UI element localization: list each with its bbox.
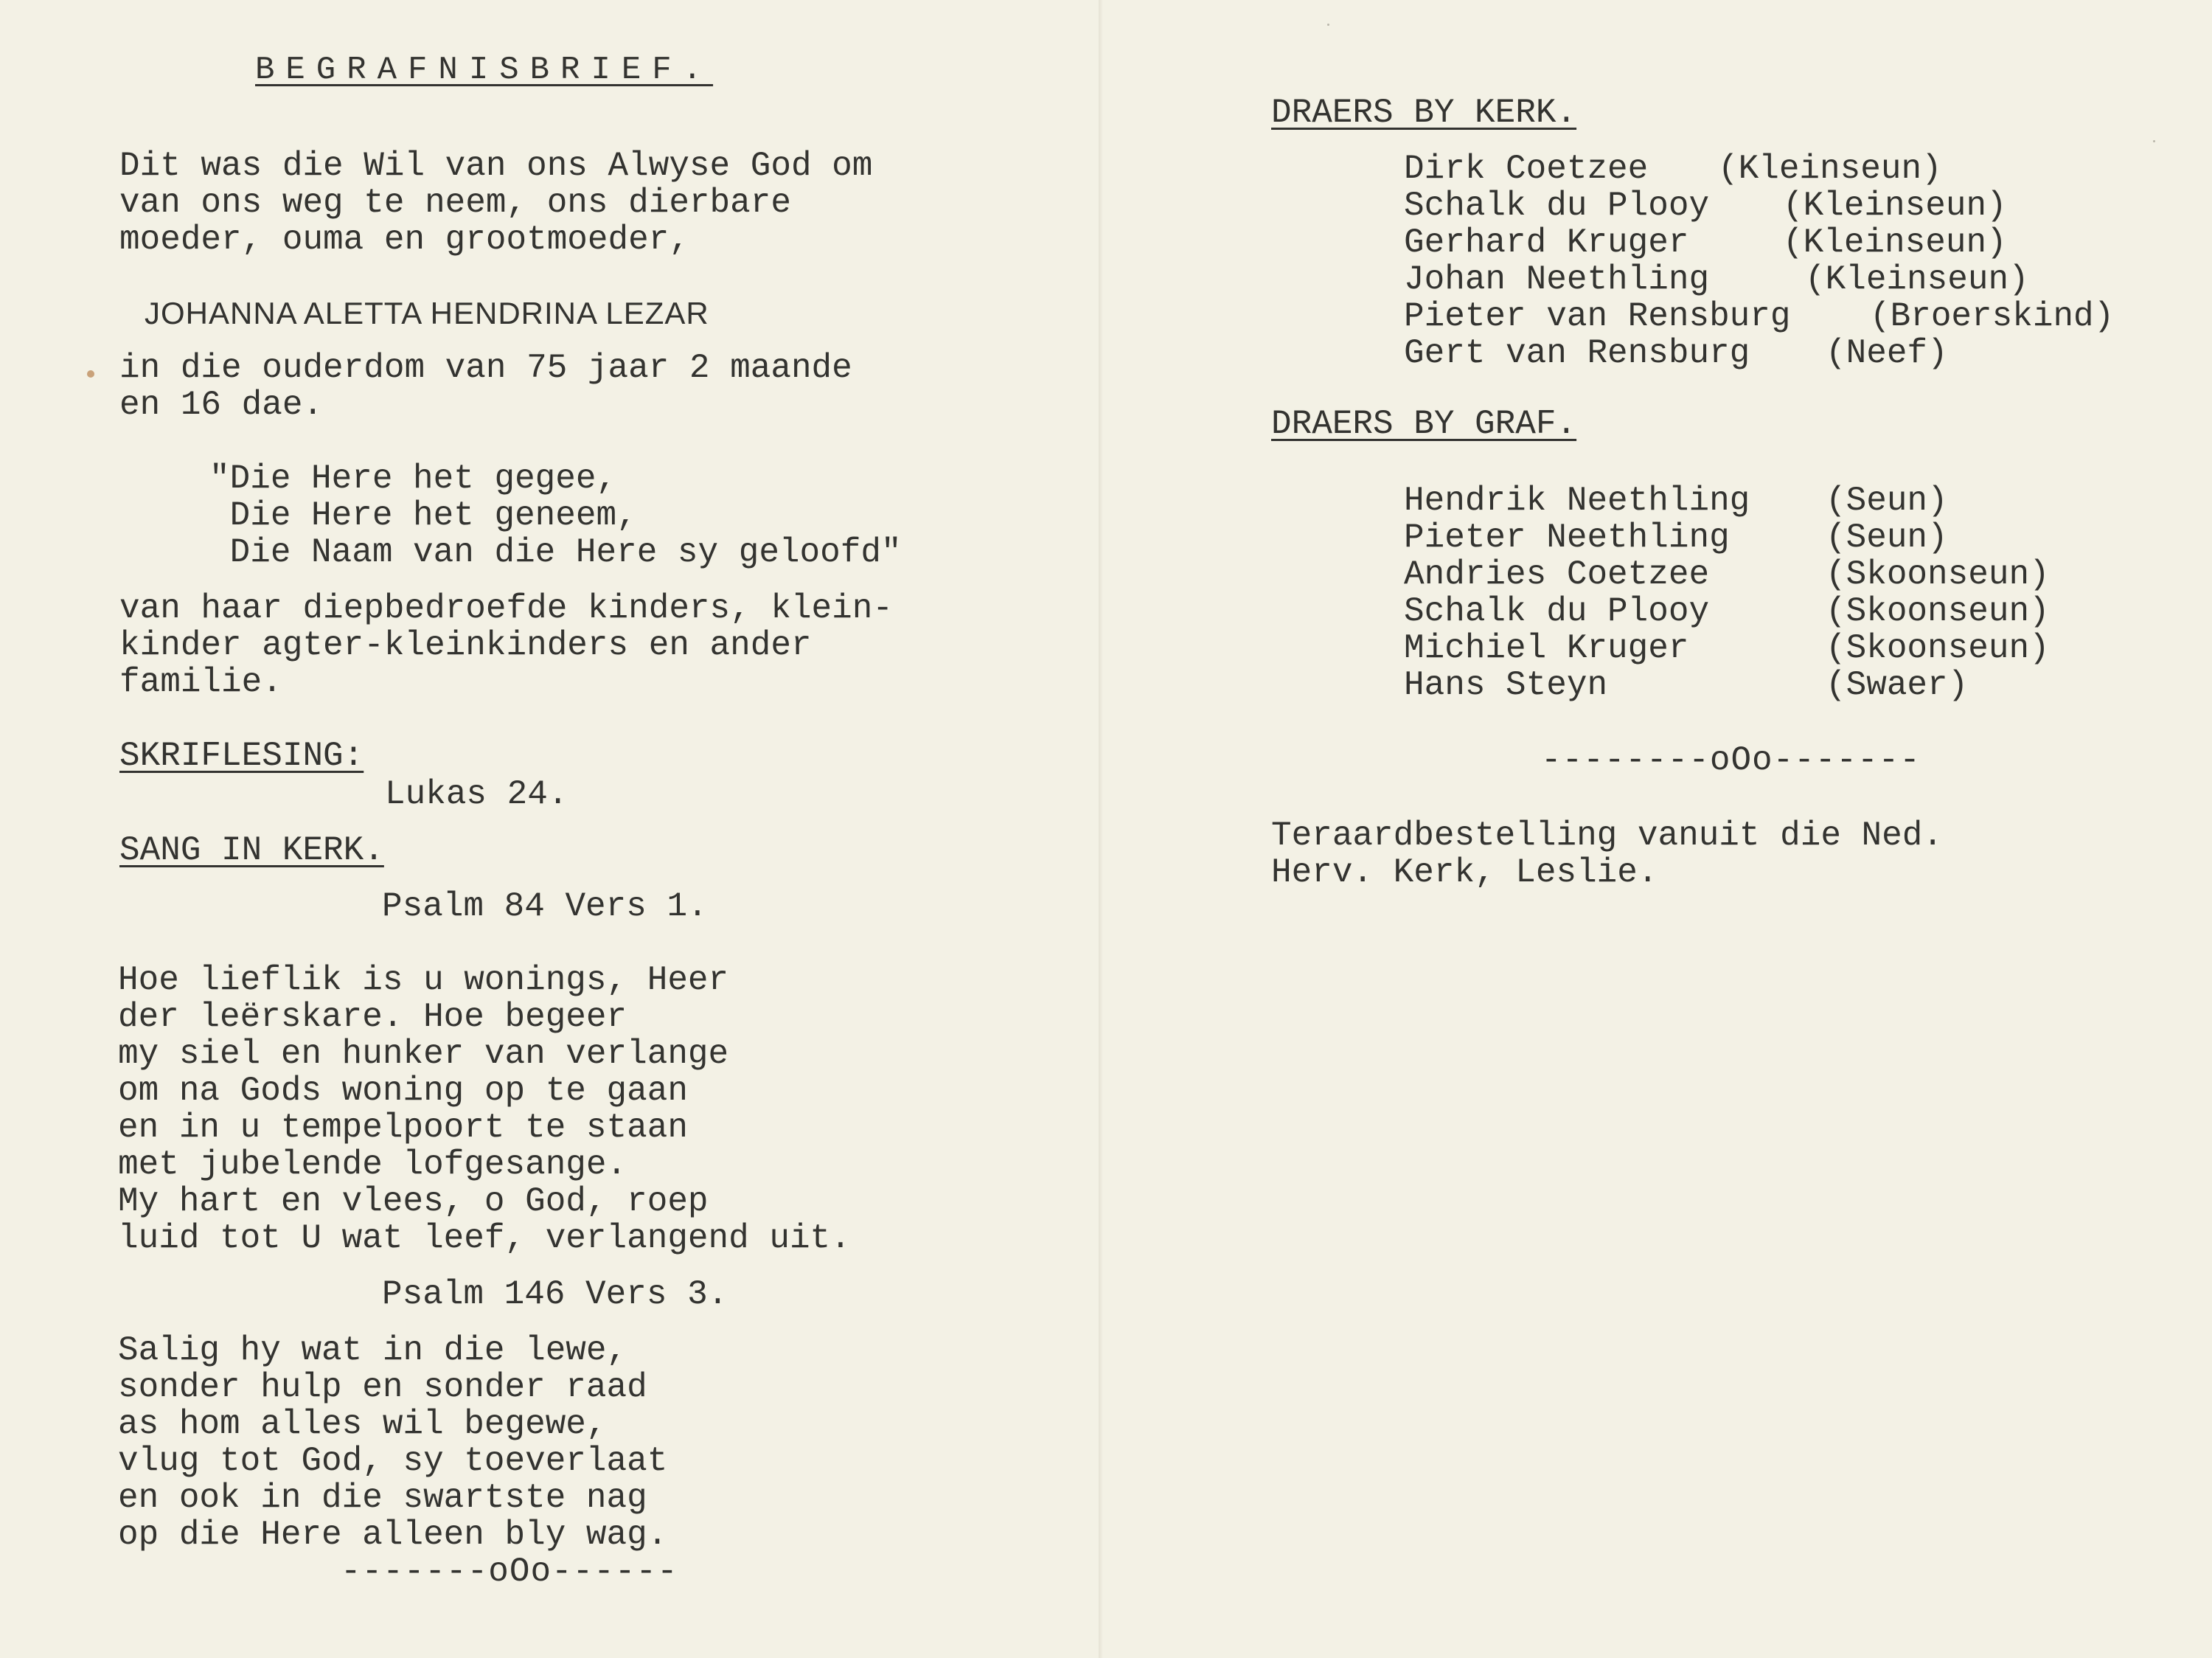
scripture-heading: SKRIFLESING: (119, 737, 364, 775)
bearer-name: Schalk du Plooy (1404, 187, 1710, 225)
bearer-name: Gerhard Kruger (1404, 223, 1689, 262)
bearer-relation: (Skoonseun) (1826, 629, 2050, 667)
psalm-verse-line: Hoe lieflik is u wonings, Heer (118, 961, 729, 999)
bearer-relation: (Broerskind) (1870, 297, 2115, 336)
psalm-verse-line: der leërskare. Hoe begeer (118, 998, 627, 1036)
quote-line: Die Here het geneem, (209, 496, 637, 535)
page-fold (1099, 0, 1103, 1658)
grave-bearers-heading: DRAERS BY GRAF. (1271, 405, 1577, 443)
psalm-reference: Psalm 84 Vers 1. (382, 887, 708, 926)
intro-line: moeder, ouma en grootmoeder, (119, 221, 689, 259)
psalm-verse-line: vlug tot God, sy toeverlaat (118, 1442, 668, 1480)
quote-line: Die Naam van die Here sy geloofd" (209, 533, 902, 572)
bearer-name: Hendrik Neethling (1404, 482, 1750, 520)
bearer-relation: (Skoonseun) (1826, 592, 2050, 631)
paper-speck (1327, 24, 1329, 26)
psalm-reference: Psalm 146 Vers 3. (382, 1275, 728, 1314)
intro-line: van ons weg te neem, ons dierbare (119, 184, 791, 222)
bearer-relation: (Kleinseun) (1783, 223, 2007, 262)
burial-line: Herv. Kerk, Leslie. (1271, 853, 1658, 892)
psalm-verse-line: sonder hulp en sonder raad (118, 1368, 647, 1406)
burial-line: Teraardbestelling vanuit die Ned. (1271, 816, 1943, 855)
scripture-reference: Lukas 24. (385, 775, 568, 814)
bearer-relation: (Seun) (1826, 482, 1948, 520)
psalm-verse-line: met jubelende lofgesange. (118, 1145, 627, 1184)
bearer-name: Michiel Kruger (1404, 629, 1689, 667)
psalm-verse-line: en in u tempelpoort te staan (118, 1109, 688, 1147)
bearer-name: Pieter Neethling (1404, 518, 1730, 557)
ink-dot (87, 370, 94, 378)
bearer-relation: (Kleinseun) (1783, 187, 2007, 225)
psalm-verse-line: as hom alles wil begewe, (118, 1405, 607, 1443)
bearer-name: Dirk Coetzee (1404, 150, 1649, 188)
paper-speck (2153, 140, 2155, 142)
bearer-relation: (Skoonseun) (1826, 555, 2050, 594)
bearer-name: Hans Steyn (1404, 666, 1608, 704)
psalm-verse-line: my siel en hunker van verlange (118, 1035, 729, 1073)
end-divider: -------oOo------ (341, 1553, 678, 1591)
psalm-verse-line: Salig hy wat in die lewe, (118, 1331, 627, 1370)
deceased-name: JOHANNA ALETTA HENDRINA LEZAR (145, 296, 709, 330)
bearer-relation: (Seun) (1826, 518, 1948, 557)
bearer-name: Gert van Rensburg (1404, 334, 1750, 372)
family-line: van haar diepbedroefde kinders, klein- (119, 589, 893, 628)
age-line: in die ouderdom van 75 jaar 2 maande (119, 349, 852, 387)
quote-line: "Die Here het gegee, (209, 459, 617, 498)
bearer-name: Andries Coetzee (1404, 555, 1710, 594)
family-line: kinder agter-kleinkinders en ander (119, 626, 812, 665)
bearer-relation: (Swaer) (1826, 666, 1969, 704)
bearer-relation: (Neef) (1826, 334, 1948, 372)
song-heading: SANG IN KERK. (119, 831, 384, 870)
section-divider: --------oOo------- (1541, 741, 1921, 780)
psalm-verse-line: op die Here alleen bly wag. (118, 1516, 668, 1554)
church-bearers-heading: DRAERS BY KERK. (1271, 94, 1577, 132)
bearer-name: Schalk du Plooy (1404, 592, 1710, 631)
bearer-relation: (Kleinseun) (1805, 260, 2029, 299)
family-line: familie. (119, 663, 282, 701)
bearer-relation: (Kleinseun) (1718, 150, 1942, 188)
psalm-verse-line: My hart en vlees, o God, roep (118, 1182, 709, 1221)
age-line: en 16 dae. (119, 386, 324, 424)
psalm-verse-line: en ook in die swartste nag (118, 1479, 647, 1517)
document-title: BEGRAFNISBRIEF. (255, 52, 714, 89)
psalm-verse-line: luid tot U wat leef, verlangend uit. (118, 1219, 851, 1258)
intro-line: Dit was die Wil van ons Alwyse God om (119, 147, 873, 185)
bearer-name: Pieter van Rensburg (1404, 297, 1791, 336)
bearer-name: Johan Neethling (1404, 260, 1710, 299)
psalm-verse-line: om na Gods woning op te gaan (118, 1072, 688, 1110)
